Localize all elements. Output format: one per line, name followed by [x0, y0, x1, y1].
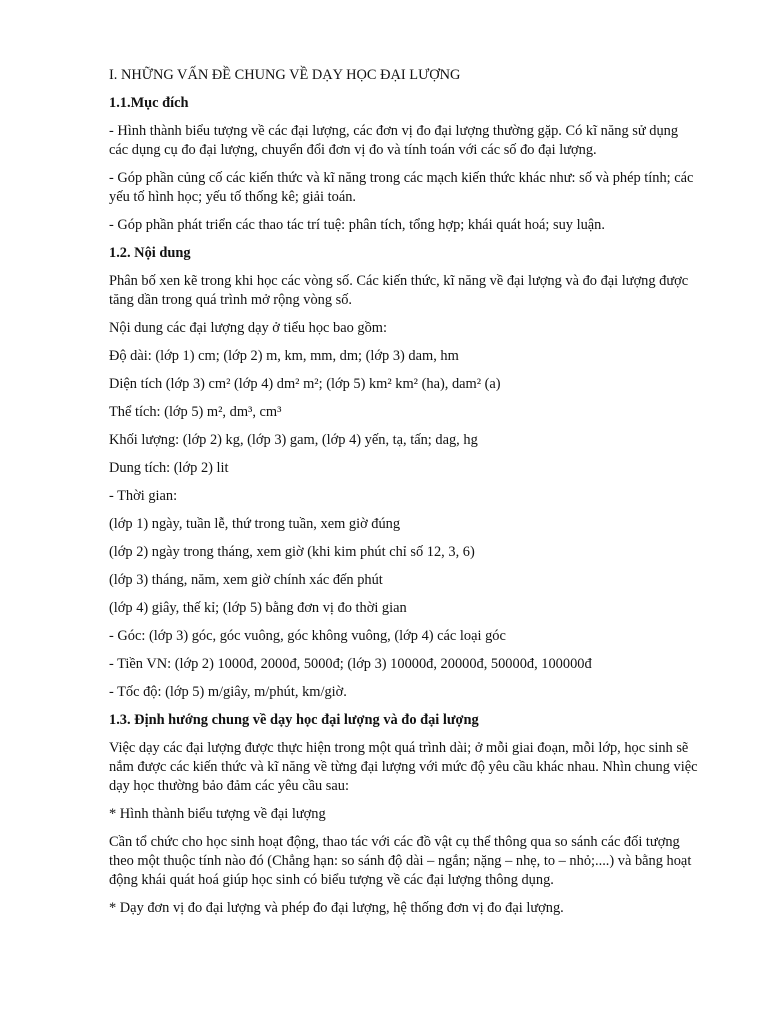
paragraph-volume: Thể tích: (lớp 5) m², dm³, cm³	[109, 404, 282, 420]
paragraph-currency: - Tiền VN: (lớp 2) 1000đ, 2000đ, 5000đ; (lớp 3) 10000đ, 20000đ, 50000đ, 100000đ	[109, 656, 592, 672]
paragraph-orientation-intro: Việc dạy các đại lượng được thực hiện trong một quá trình dài; ở mỗi giai đoạn, mỗi lớp, học sinh sẽ nắm được các kiến thức và kĩ năng về từng đại lượng với mức độ yêu cầu khác nhau. Nhìn chung việc dạy học thường bảo đảm các yêu cầu sau:	[109, 740, 698, 794]
subsection-heading-content: 1.2. Nội dung	[109, 245, 191, 261]
paragraph-orientation-item-2: * Dạy đơn vị đo đại lượng và phép đo đại lượng, hệ thống đơn vị đo đại lượng.	[109, 900, 564, 916]
subsection-heading-orientation: 1.3. Định hướng chung về dạy học đại lượng và đo đại lượng	[109, 712, 479, 728]
paragraph-capacity: Dung tích: (lớp 2) lit	[109, 460, 229, 476]
paragraph-purpose-2: - Góp phần củng cố các kiến thức và kĩ năng trong các mạch kiến thức khác như: số và phép tính; các yếu tố hình học; yếu tố thống kê; giải toán.	[109, 170, 694, 205]
paragraph-content-intro: Phân bố xen kẽ trong khi học các vòng số. Các kiến thức, kĩ năng về đại lượng và đo đại lượng được tăng dần trong quá trình mở rộng vòng số.	[109, 273, 689, 308]
paragraph-speed: - Tốc độ: (lớp 5) m/giây, m/phút, km/giờ.	[109, 684, 347, 700]
paragraph-purpose-3: - Góp phần phát triển các thao tác trí tuệ: phân tích, tổng hợp; khái quát hoá; suy luận.	[109, 217, 605, 233]
paragraph-time-grade-2: (lớp 2) ngày trong tháng, xem giờ (khi kim phút chỉ số 12, 3, 6)	[109, 544, 475, 560]
paragraph-content-list-intro: Nội dung các đại lượng dạy ở tiểu học bao gồm:	[109, 320, 387, 336]
paragraph-mass: Khối lượng: (lớp 2) kg, (lớp 3) gam, (lớp 4) yến, tạ, tấn; dag, hg	[109, 432, 478, 448]
paragraph-purpose-1: - Hình thành biểu tượng về các đại lượng, các đơn vị đo đại lượng thường gặp. Có kĩ năng sử dụng các dụng cụ đo đại lượng, chuyển đổi đơn vị đo và tính toán với các số đo đại lượng.	[109, 123, 679, 158]
paragraph-angle: - Góc: (lớp 3) góc, góc vuông, góc không vuông, (lớp 4) các loại góc	[109, 628, 506, 644]
paragraph-length: Độ dài: (lớp 1) cm; (lớp 2) m, km, mm, dm; (lớp 3) dam, hm	[109, 348, 459, 364]
section-heading-main: I. NHỮNG VẤN ĐỀ CHUNG VỀ DẠY HỌC ĐẠI LƯỢNG	[109, 67, 461, 83]
paragraph-orientation-item-1: * Hình thành biểu tượng về đại lượng	[109, 806, 326, 822]
subsection-heading-purpose: 1.1.Mục đích	[109, 95, 189, 111]
paragraph-time-grade-4-5: (lớp 4) giây, thế kỉ; (lớp 5) bằng đơn vị đo thời gian	[109, 600, 407, 616]
paragraph-time-grade-3: (lớp 3) tháng, năm, xem giờ chính xác đến phút	[109, 572, 383, 588]
paragraph-time-heading: - Thời gian:	[109, 488, 178, 504]
document-page	[109, 66, 699, 927]
paragraph-area: Diện tích (lớp 3) cm² (lớp 4) dm² m²; (lớp 5) km² km² (ha), dam² (a)	[109, 376, 501, 392]
paragraph-time-grade-1: (lớp 1) ngày, tuần lễ, thứ trong tuần, xem giờ đúng	[109, 516, 401, 532]
paragraph-orientation-detail-1: Cần tổ chức cho học sinh hoạt động, thao tác với các đồ vật cụ thể thông qua so sánh các đối tượng theo một thuộc tính nào đó (Chẳng hạn: so sánh độ dài – ngắn; nặng – nhẹ, to – nhỏ;....) và bằng hoạt động khái quát hoá giúp học sinh có biểu tượng về các đại lượng thông dụng.	[109, 834, 692, 888]
